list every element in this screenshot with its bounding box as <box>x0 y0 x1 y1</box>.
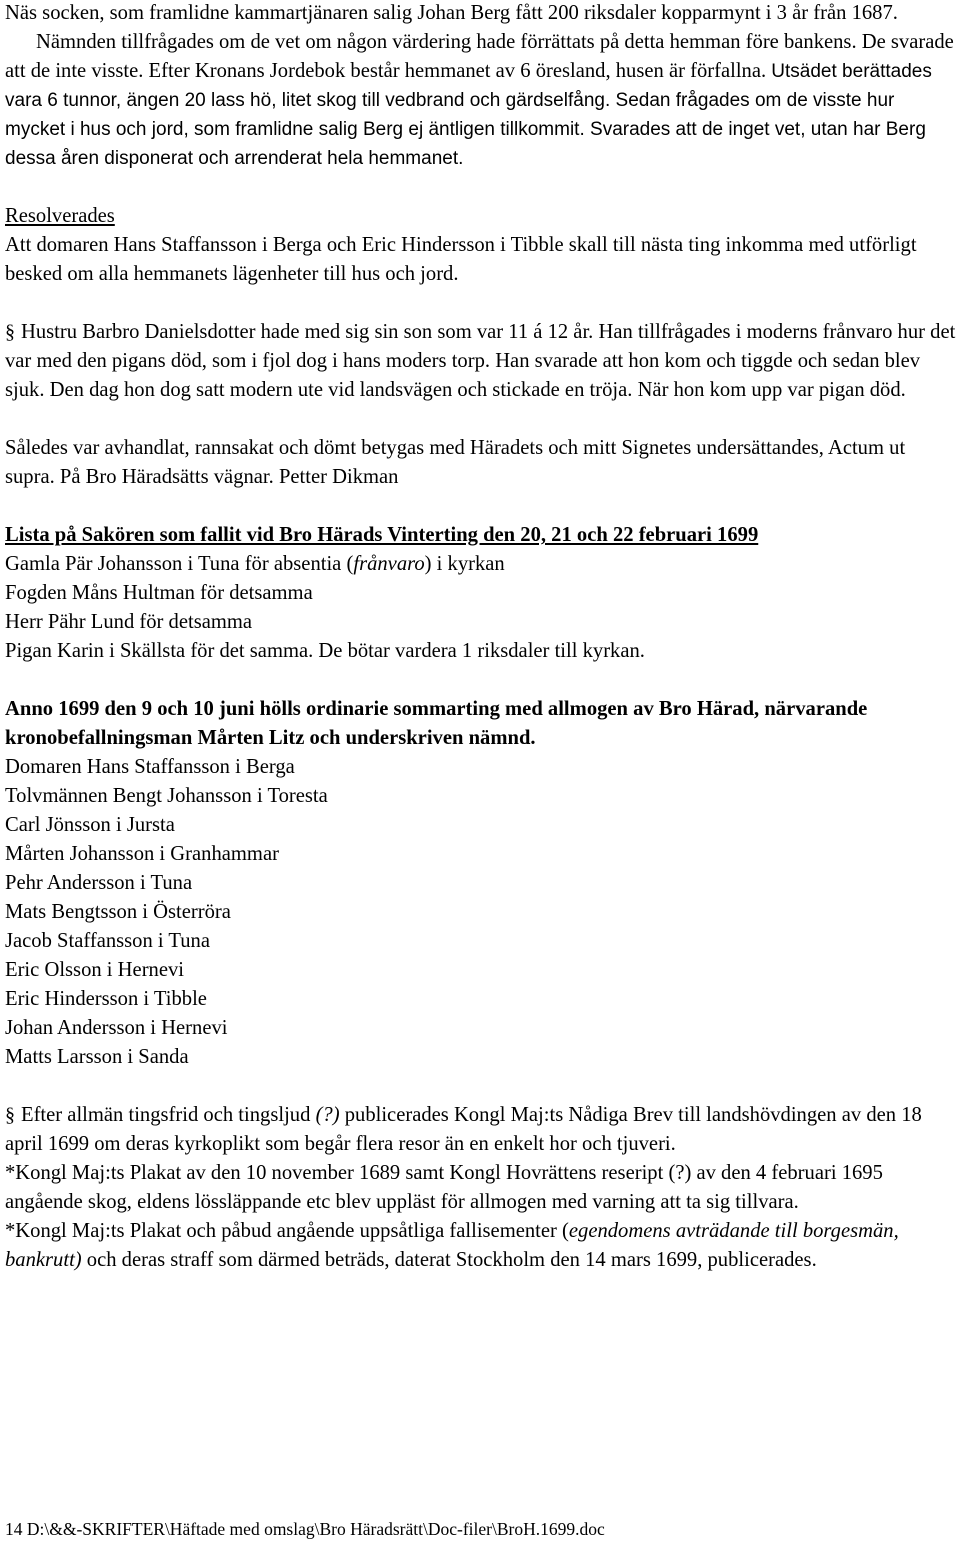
list-item: Mats Bengtsson i Österröra <box>5 901 231 923</box>
list-item: Tolvmännen Bengt Johansson i Toresta <box>5 785 328 807</box>
text-sedan: Sedan frågades om de visste hur mycket i hus och jord, som framlidne salig Berg ej äntligen tillkommit. <box>5 90 895 140</box>
text-p6-italic: (?) <box>315 1104 340 1126</box>
text-den-dag: Den dag hon dog satt modern ute vid landsvägen och stickade en tröja. <box>49 379 638 401</box>
list-item: Johan Andersson i Hernevi <box>5 1017 228 1039</box>
list-item: Matts Larsson i Sanda <box>5 1046 189 1068</box>
text-saledes: Således var avhandlat, rannsakat och dömt betygas med Häradets och mitt Signetes undersättandes, Actum ut supra. <box>5 437 906 488</box>
list-item-herr-pahr: Herr Pähr Lund för detsamma <box>5 611 253 633</box>
paragraph-saledes <box>5 434 957 492</box>
text-utsadet: Utsädet berättades vara 6 tunnor, ängen 20 lass hö, litet skog till vedbrand och gärdselfång. <box>5 61 932 111</box>
paragraph-att-domaren: Att domaren Hans Staffansson i Berga och Eric Hindersson i Tibble skall till nästa ting inkomma med utförligt besked om alla hemmanets lägenheter till hus och jord. <box>5 234 917 285</box>
list-item: Carl Jönsson i Jursta <box>5 814 175 836</box>
text-tillfragades: Han tillfrågades i moderns frånvaro hur det var med den pigans död, som i fjol dog i hans moders torp. <box>5 321 956 372</box>
list-item: Eric Olsson i Hernevi <box>5 959 185 981</box>
text-p6-a: Efter allmän tingsfrid och tingsljud <box>21 1104 316 1126</box>
text-p8-a: *Kongl Maj:ts Plakat och påbud angående uppsåtliga fallisementer ( <box>5 1220 569 1242</box>
spacer <box>5 492 957 521</box>
text-list1-b: ) i kyrkan <box>424 553 505 575</box>
list-item: Jacob Staffansson i Tuna <box>5 930 210 952</box>
text-p8-italic: egendomens avträdande till borgesmän, bankrutt) <box>5 1220 899 1271</box>
list-item-pigan-karin: Pigan Karin i Skällsta för det samma. De bötar vardera 1 riksdaler till kyrkan. <box>5 640 645 662</box>
list-item: Pehr Andersson i Tuna <box>5 872 193 894</box>
text-nar-hon: När hon kom upp var pigan död. <box>637 379 906 401</box>
paragraph-efter-allman <box>5 1101 957 1159</box>
heading-anno-1699: Anno 1699 den 9 och 10 juni hölls ordinarie sommarting med allmogen av Bro Härad, närvarande kronobefallningsman Mårten Litz och underskriven nämnd. <box>5 698 868 749</box>
heading-lista-pa-sakoren: Lista på Sakören som fallit vid Bro Härads Vinterting den 20, 21 och 22 februari 1699 <box>5 524 759 546</box>
text-list1-a: Gamla Pär Johansson i Tuna för absentia ( <box>5 553 354 575</box>
spacer <box>5 289 957 318</box>
list-item: Mårten Johansson i Granhammar <box>5 843 279 865</box>
text-p8-b: och deras straff som därmed beträds, daterat Stockholm den 14 mars 1699, publicerades. <box>81 1249 817 1271</box>
names-list <box>5 753 957 1072</box>
paragraph-hustru-barbro <box>5 318 957 405</box>
heading-resolverades: Resolverades <box>5 205 115 227</box>
page-footer: 14 D:\&&-SKRIFTER\Häftade med omslag\Bro Häradsrätt\Doc-filer\BroH.1699.doc <box>5 1519 605 1539</box>
text-svarade: Han svarade att hon kom och tiggde och sedan blev sjuk. <box>5 350 921 401</box>
text-p6-b: publicerades Kongl Maj:ts Nådiga Brev till landshövdingen av den 18 april 1699 om deras kyrkoplikt som begår flera resor än en enkelt hor och tjuveri. <box>5 1104 922 1155</box>
list-item-fogden: Fogden Måns Hultman för detsamma <box>5 582 313 604</box>
section-mark-icon: § <box>5 321 15 343</box>
spacer <box>5 1072 957 1101</box>
paragraph-nas-socken: Näs socken, som framlidne kammartjänaren salig Johan Berg fått 200 riksdaler kopparmynt i 3 år från 1687. <box>5 2 898 24</box>
spacer <box>5 173 957 202</box>
paragraph-kongl-plakat-fallisementer <box>5 1217 957 1275</box>
section-mark-icon: § <box>5 1104 15 1126</box>
list-item-gamla-par <box>5 550 957 579</box>
text-hustru: Hustru Barbro Danielsdotter hade med sig sin son som var 11 á 12 år. <box>21 321 599 343</box>
text-svarades: Svarades att de inget vet, utan har Berg dessa åren disponerat och arrenderat hela hemmanet. <box>5 119 926 169</box>
text-pa-bro: På Bro Häradsätts vägnar. <box>59 466 279 488</box>
paragraph-namnden <box>5 28 957 173</box>
spacer <box>5 405 957 434</box>
text-list1-italic: frånvaro <box>353 553 425 575</box>
signature-petter-dikman: Petter Dikman <box>278 466 399 488</box>
document-page <box>5 0 957 1275</box>
spacer <box>5 666 957 695</box>
paragraph-kongl-plakat-1689: *Kongl Maj:ts Plakat av den 10 november 1689 samt Kongl Hovrättens reseript (?) av den 4 februari 1695 angående skog, eldens lössläppande etc blev uppläst för allmogen med varning att ta sig tillvara. <box>5 1162 883 1213</box>
list-item: Eric Hindersson i Tibble <box>5 988 207 1010</box>
list-item: Domaren Hans Staffansson i Berga <box>5 756 295 778</box>
text-namnden: Nämnden tillfrågades om de vet om någon värdering hade förrättats på detta hemman före bankens. De svarade att de inte visste. Efter Kronans Jordebok består hemmanet av 6 öresland, husen är förfallna. <box>5 31 954 82</box>
